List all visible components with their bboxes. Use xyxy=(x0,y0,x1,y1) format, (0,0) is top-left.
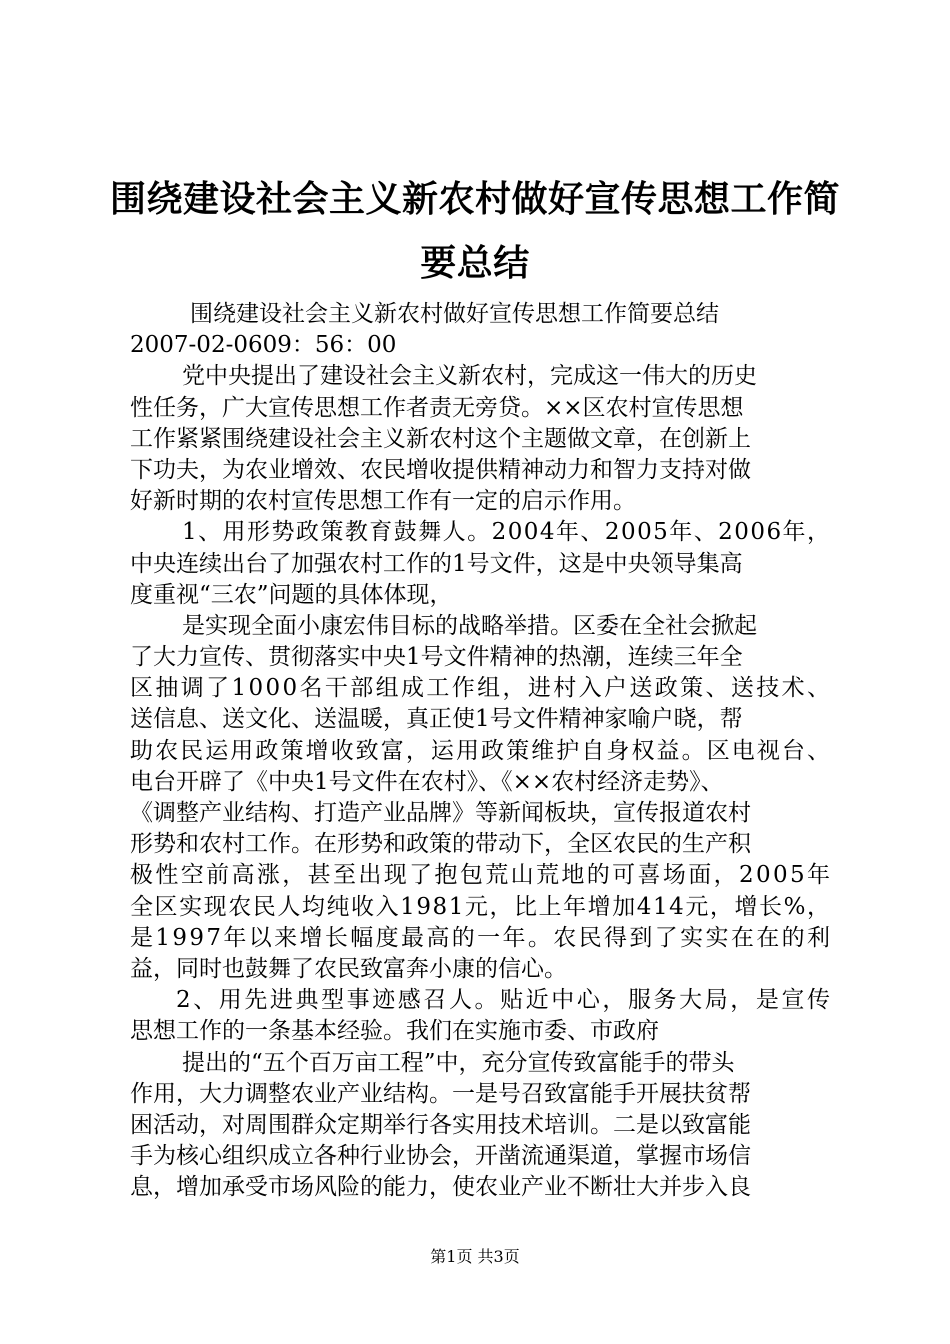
body-line: 中央连续出台了加强农村工作的1号文件，这是中央领导集高 xyxy=(130,550,743,577)
body-line: 作用，大力调整农业产业结构。一是号召致富能手开展扶贫帮 xyxy=(130,1080,751,1107)
body-line: 助农民运用政策增收致富，运用政策维护自身权益。区电视台、 xyxy=(130,737,833,764)
body-line: 《调整产业结构、打造产业品牌》等新闻板块，宣传报道农村 xyxy=(130,800,751,826)
body-line: 度重视“三农”问题的具体体现， xyxy=(130,581,453,608)
body-line: 是实现全面小康宏伟目标的战略举措。区委在全社会掀起 xyxy=(182,612,757,639)
body-line: 下功夫，为农业增效、农民增收提供精神动力和智力支持对做 xyxy=(130,456,751,483)
body-line: 困活动，对周围群众定期举行各实用技术培训。二是以致富能 xyxy=(130,1111,751,1138)
document-title xyxy=(0,179,950,310)
body-line: 益，同时也鼓舞了农民致富奔小康的信心。 xyxy=(130,955,567,982)
body-line: 2007-02-0609：56：00 xyxy=(130,332,397,359)
body-line: 党中央提出了建设社会主义新农村，完成这一伟大的历史 xyxy=(182,363,757,390)
body-line: 区抽调了1000名干部组成工作组，进村入户送政策、送技术、 xyxy=(130,675,833,702)
body-line: 全区实现农民人均纯收入1981元，比上年增加414元，增长%， xyxy=(130,893,832,920)
body-line: 是1997年以来增长幅度最高的一年。农民得到了实实在在的利 xyxy=(130,924,833,951)
body-line: 思想工作的一条基本经验。我们在实施市委、市政府 xyxy=(130,1018,659,1045)
body-line: 手为核心组织成立各种行业协会，开凿流通渠道，掌握市场信 xyxy=(130,1143,751,1170)
body-line: 提出的“五个百万亩工程”中，充分宣传致富能手的带头 xyxy=(182,1049,735,1076)
body-line: 息，增加承受市场风险的能力，使农业产业不断壮大并步入良 xyxy=(130,1174,751,1201)
body-line: 围绕建设社会主义新农村做好宣传思想工作简要总结 xyxy=(190,301,719,327)
body-line: 工作紧紧围绕建设社会主义新农村这个主题做文章，在创新上 xyxy=(130,425,751,452)
page-footer: 第1页 共3页 xyxy=(430,1247,520,1266)
body-line: 电台开辟了《中央1号文件在农村》、《××农村经济走势》、 xyxy=(130,768,724,795)
body-line: 1、用形势政策教育鼓舞人。2004年、2005年、2006年， xyxy=(182,519,832,546)
body-line: 2、用先进典型事迹感召人。贴近中心，服务大局，是宣传 xyxy=(176,987,833,1014)
body-line: 好新时期的农村宣传思想工作有一定的启示作用。 xyxy=(130,488,636,515)
title-line-1: 围绕建设社会主义新农村做好宣传思想工作简 xyxy=(109,179,840,220)
body-line: 送信息、送文化、送温暖，真正使1号文件精神家喻户晓，帮 xyxy=(130,706,743,733)
body-line: 形势和农村工作。在形势和政策的带动下，全区农民的生产积 xyxy=(130,831,751,858)
body-line: 极性空前高涨，甚至出现了抱包荒山荒地的可喜场面，2005年 xyxy=(130,862,833,889)
body-line: 性任务，广大宣传思想工作者责无旁贷。××区农村宣传思想 xyxy=(130,394,744,421)
title-line-2: 要总结 xyxy=(420,243,530,284)
body-line: 了大力宣传、贯彻落实中央1号文件精神的热潮，连续三年全 xyxy=(130,644,743,671)
document-body xyxy=(130,299,833,1203)
